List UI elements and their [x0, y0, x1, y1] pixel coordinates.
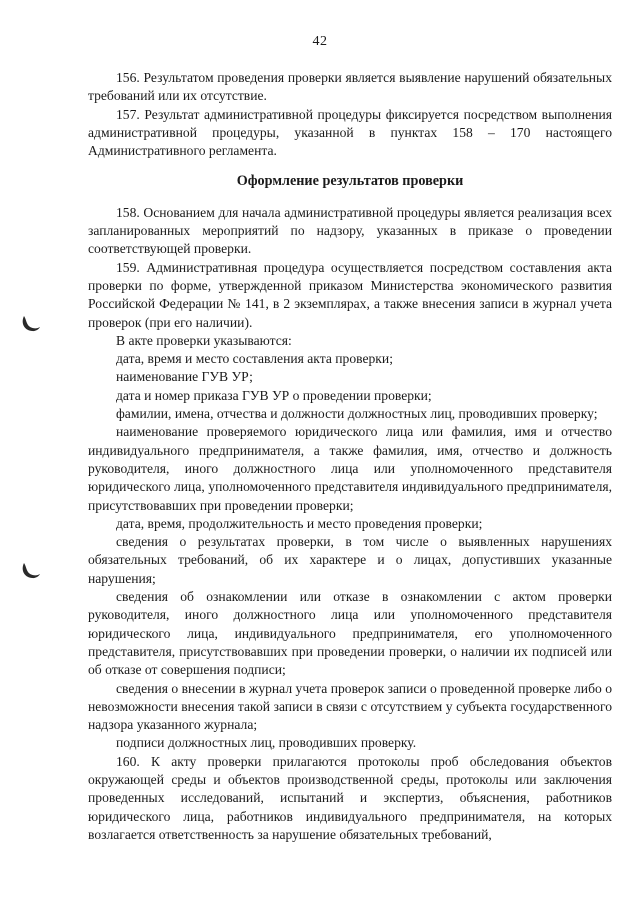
margin-clip-mark-icon [20, 560, 42, 582]
paragraph-158: 158. Основанием для начала административной процедуры является реализация всех запланированных мероприятий по надзору, указанных в приказе о проведении соответствующей проверки. [88, 204, 612, 257]
list-item: фамилии, имена, отчества и должности должностных лиц, проводивших проверку; [116, 406, 598, 422]
list-item: сведения об ознакомлении или отказе в ознакомлении с актом проверки руководителя, иного должностного лица или уполномоченного представителя юридического лица, индивидуального предпринимателя, его уполномоченного представителя, присутствовавших при проведении проверки, о наличии их подписей или об отказе от совершения подписи; [88, 589, 612, 678]
paragraph-156: 156. Результатом проведения проверки является выявление нарушений обязательных требований или их отсутствие. [88, 70, 612, 104]
page-number: 42 [312, 34, 328, 49]
act-contents-intro: В акте проверки указываются: [116, 332, 292, 348]
list-item: сведения о внесении в журнал учета проверок записи о проведенной проверке либо о невозможности внесения такой записи в связи с отсутствием у субъекта государственного надзора указанного журнала; [88, 680, 612, 733]
list-item: наименование ГУВ УР; [116, 369, 253, 385]
document-body [88, 69, 612, 844]
section-heading: Оформление результатов проверки [236, 173, 464, 190]
list-item: дата, время, продолжительность и место проведения проверки; [116, 515, 483, 531]
list-item: наименование проверяемого юридического лица или фамилия, имя и отчество индивидуального предпринимателя, а также фамилия, имя, отчество и должность руководителя, иного должностного лица или уполномоченного представителя юридического лица, уполномоченного представителя индивидуального предпринимателя, присутствовавших при проведении проверки; [88, 424, 612, 513]
paragraph-157: 157. Результат административной процедуры фиксируется посредством выполнения административной процедуры, указанной в пунктах 158 – 170 настоящего Административного регламента. [88, 106, 612, 159]
paragraph-160: 160. К акту проверки прилагаются протоколы проб обследования объектов окружающей среды и объектов производственной среды, протоколы или заключения проведенных исследований, испытаний и экспертиз, объяснения, работников юридического лица, работников индивидуального предпринимателя, на которых возлагается ответственность за нарушение обязательных требований, [88, 753, 612, 842]
list-item: дата и номер приказа ГУВ УР о проведении проверки; [116, 387, 432, 403]
paragraph-159: 159. Административная процедура осуществляется посредством составления акта проверки по форме, утвержденной приказом Министерства экономического развития Российской Федерации № 141, в 2 экземплярах, а также внесения записи в журнал учета проверок (при его наличии). [88, 259, 612, 330]
list-item: дата, время и место составления акта проверки; [116, 351, 393, 367]
list-item: подписи должностных лиц, проводивших проверку. [116, 735, 417, 751]
list-item: сведения о результатах проверки, в том числе о выявленных нарушениях обязательных требований, об их характере и о лицах, допустивших указанные нарушения; [88, 534, 612, 586]
margin-clip-mark-icon [20, 313, 42, 335]
